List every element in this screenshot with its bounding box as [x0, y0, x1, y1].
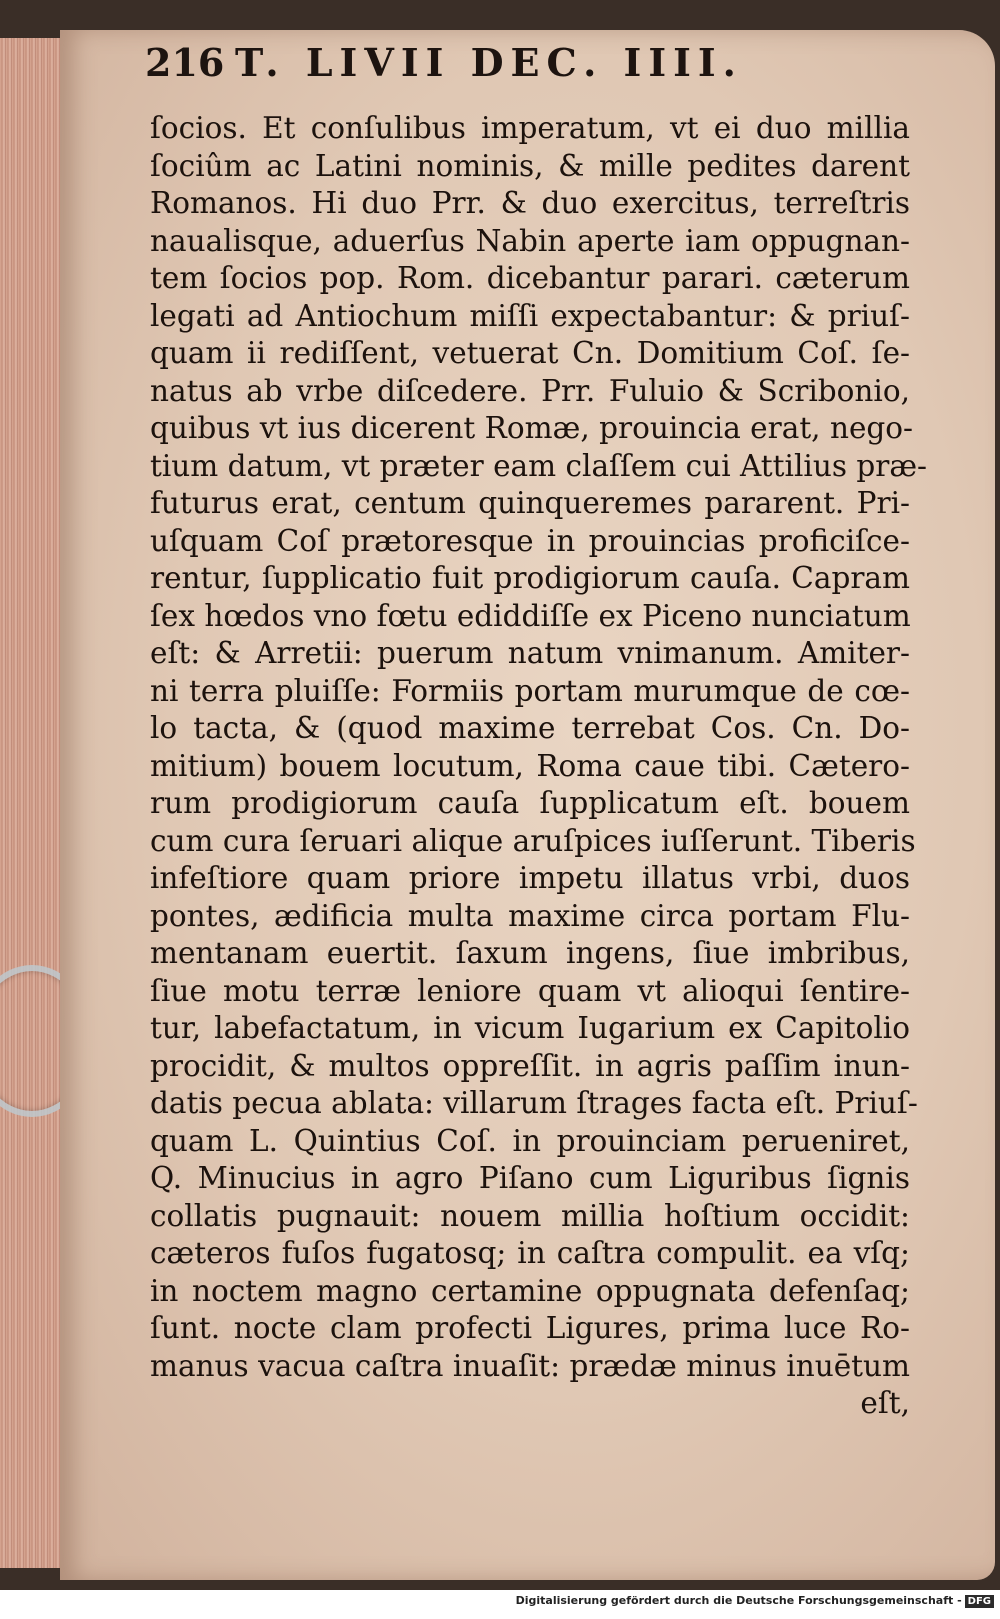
- text-line: datis pecua ablata: villarum ſtrages facta eſt. Priuſ-: [150, 1086, 918, 1120]
- text-line: mitium) bouem locutum, Roma caue tibi. Cætero-: [150, 748, 910, 783]
- text-line: Romanos. Hi duo Prr. & duo exercitus, terreſtris: [150, 186, 910, 220]
- footer-credit: Digitalisierung gefördert durch die Deutsche Forschungsgemeinschaft -: [515, 1594, 962, 1607]
- text-line: tium datum, vt præter eam claſſem cui Attilius præ-: [150, 448, 928, 483]
- text-line: mentanam euertit. ſaxum ingens, ſiue imbribus,: [150, 936, 910, 970]
- text-block: [150, 110, 928, 1423]
- text-line: legati ad Antiochum miſſi expectabantur: & priuſ-: [150, 298, 910, 333]
- text-line: tur, labefactatum, in vicum Iugarium ex Capitolio: [150, 1011, 910, 1045]
- text-line: futurus erat, centum quinqueremes pararent. Pri-: [150, 486, 910, 520]
- text-line: eſt: & Arretii: puerum natum vnimanum. Amiter-: [150, 636, 910, 670]
- page-fore-edge: [0, 38, 64, 1568]
- catchword: eſt,: [860, 1386, 910, 1420]
- text-line: natus ab vrbe diſcedere. Prr. Fuluio & Scribonio,: [150, 373, 910, 408]
- text-line: quibus vt ius dicerent Romæ, prouincia erat, nego-: [150, 411, 914, 445]
- text-line: uſquam Coſ prætoresque in prouincias proficiſce-: [150, 523, 910, 558]
- text-line: ſiue motu terræ leniore quam vt alioqui ſentire-: [150, 973, 910, 1008]
- text-line: quam L. Quintius Coſ. in prouinciam perueniret,: [150, 1123, 910, 1158]
- text-line: in noctem magno certamine oppugnata defenſaq;: [150, 1273, 910, 1308]
- text-line: quam ii rediſſent, vetuerat Cn. Domitium Coſ. ſe-: [150, 336, 910, 370]
- text-line: manus vacua caſtra inuaſit: prædæ minus inuētum: [150, 1348, 910, 1383]
- digitization-footer: [0, 1594, 994, 1616]
- running-title: T. LIVII DEC. IIII.: [235, 40, 743, 85]
- text-line: pontes, ædificia multa maxime circa portam Flu-: [150, 898, 910, 933]
- text-line: ſunt. nocte clam profecti Ligures, prima luce Ro-: [150, 1311, 910, 1345]
- text-line: tem ſocios pop. Rom. dicebantur parari. cæterum: [150, 261, 910, 295]
- text-line: Q. Minucius in agro Piſano cum Liguribus ſignis: [150, 1161, 910, 1195]
- text-line: ni terra pluiſſe: Formiis portam murumque de cœ-: [150, 673, 910, 708]
- text-line: ſocios. Et conſulibus imperatum, vt ei duo millia: [150, 111, 910, 145]
- text-line: infeſtiore quam priore impetu illatus vrbi, duos: [150, 861, 910, 895]
- text-line: collatis pugnauit: nouem millia hoſtium occidit:: [150, 1198, 910, 1233]
- text-line: cæteros fuſos fugatosq; in caſtra compulit. ea vſq;: [150, 1236, 910, 1270]
- text-line: naualisque, aduerſus Nabin aperte iam oppugnan-: [150, 223, 910, 258]
- text-line: rum prodigiorum cauſa ſupplicatum eſt. bouem: [150, 786, 910, 820]
- page-number: 216: [145, 40, 225, 85]
- text-line: lo tacta, & (quod maxime terrebat Cos. Cn. Do-: [150, 711, 910, 745]
- dfg-logo: DFG: [965, 1595, 994, 1608]
- running-head: [145, 40, 845, 100]
- text-line: procidit, & multos oppreſſit. in agris paſſim inun-: [150, 1048, 910, 1083]
- text-line: ſociûm ac Latini nominis, & mille pedites darent: [150, 148, 910, 183]
- text-line: ſex hœdos vno fœtu ediddiſſe ex Piceno nunciatum: [150, 598, 911, 633]
- text-line: cum cura ſeruari alique aruſpices iuſſerunt. Tiberis: [150, 823, 916, 858]
- text-line: rentur, ſupplicatio fuit prodigiorum cauſa. Capram: [150, 561, 910, 595]
